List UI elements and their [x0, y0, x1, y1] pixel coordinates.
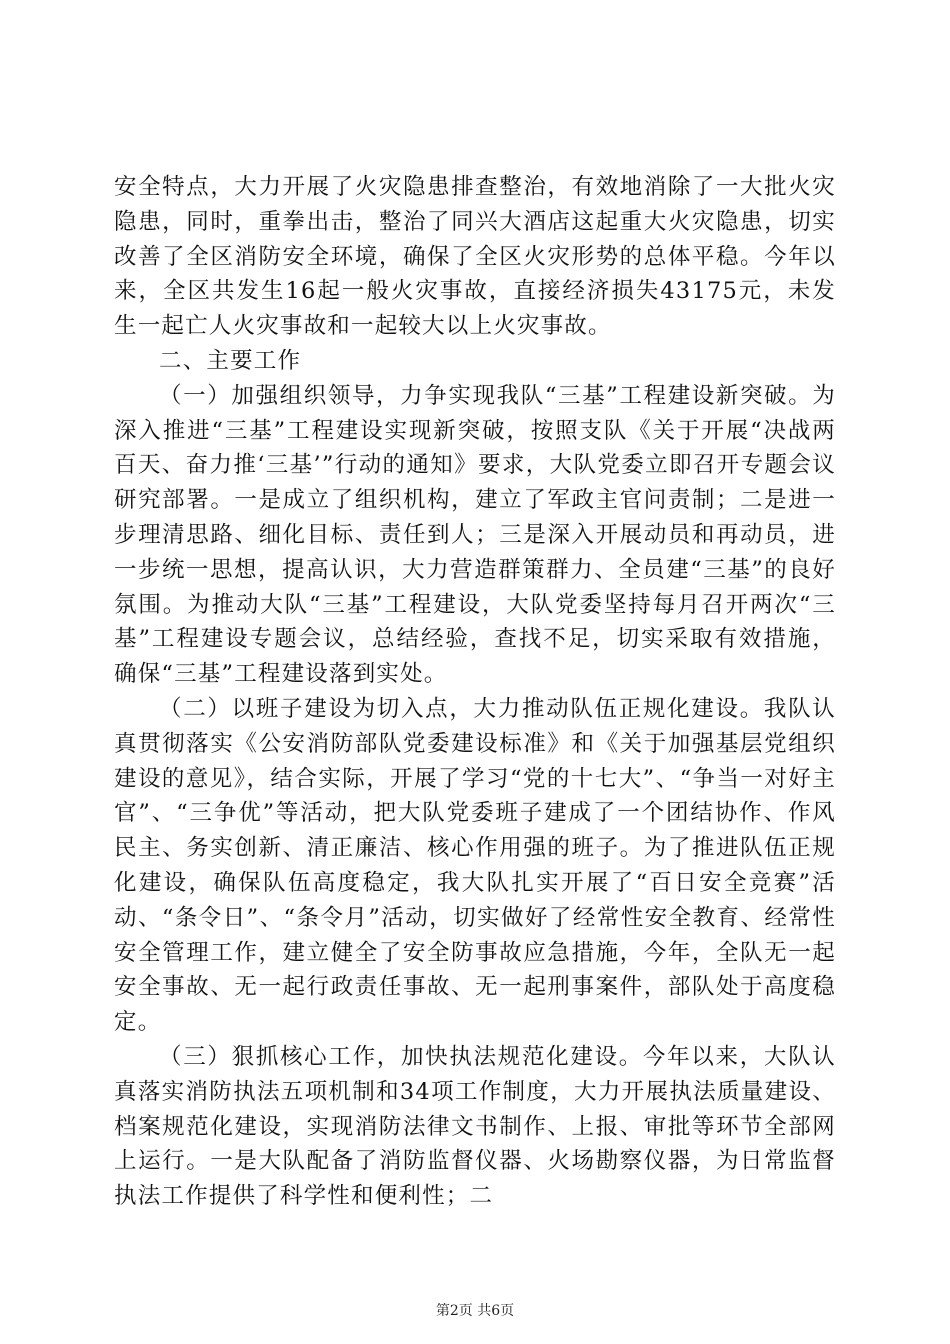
- page-number-footer: 第2页 共6页: [435, 1303, 515, 1319]
- document-body: [114, 170, 836, 1214]
- section-heading-main-work: 二、主要工作: [159, 347, 302, 374]
- paragraph-organization-leadership: （一）加强组织领导，力争实现我队“三基”工程建设新突破。为深入推进“三基”工程建设实现新突破，按照支队《关于开展“决战两百天、奋力推‘三基’”行动的通知》要求，大队党委立即召开专题会议研究部署。一是成立了组织机构，建立了军政主官问责制；二是进一步理清思路、细化目标、责任到人；三是深入开展动员和再动员，进一步统一思想，提高认识，大力营造群策群力、全员建“三基”的良好氛围。为推动大队“三基”工程建设，大队党委坚持每月召开两次“三基”工程建设专题会议，总结经验，查找不足，切实采取有效措施，确保“三基”工程建设落到实处。: [114, 382, 836, 688]
- paragraph-team-building: （二）以班子建设为切入点，大力推动队伍正规化建设。我队认真贯彻落实《公安消防部队党委建设标准》和《关于加强基层党组织建设的意见》，结合实际，开展了学习“党的十七大”、“争当一对好主官”、“三争优”等活动，把大队党委班子建成了一个团结协作、作风民主、务实创新、清正廉洁、核心作用强的班子。为了推进队伍正规化建设，确保队伍高度稳定，我大队扎实开展了“百日安全竞赛”活动、“条令日”、“条令月”活动，切实做好了经常性安全教育、经常性安全管理工作，建立健全了安全防事故应急措施，今年，全队无一起安全事故、无一起行政责任事故、无一起刑事案件，部队处于高度稳定。: [114, 695, 836, 1036]
- paragraph-law-enforcement: （三）狠抓核心工作，加快执法规范化建设。今年以来，大队认真落实消防执法五项机制和34项工作制度，大力开展执法质量建设、档案规范化建设，实现消防法律文书制作、上报、审批等环节全部网上运行。一是大队配备了消防监督仪器、火场勘察仪器，为日常监督执法工作提供了科学性和便利性；二: [114, 1043, 836, 1210]
- paragraph-continuation: 安全特点，大力开展了火灾隐患排查整治，有效地消除了一大批火灾隐患，同时，重拳出击，整治了同兴大酒店这起重大火灾隐患，切实改善了全区消防安全环境，确保了全区火灾形势的总体平稳。今年以来，全区共发生16起一般火灾事故，直接经济损失43175元，未发生一起亡人火灾事故和一起较大以上火灾事故。: [114, 174, 836, 340]
